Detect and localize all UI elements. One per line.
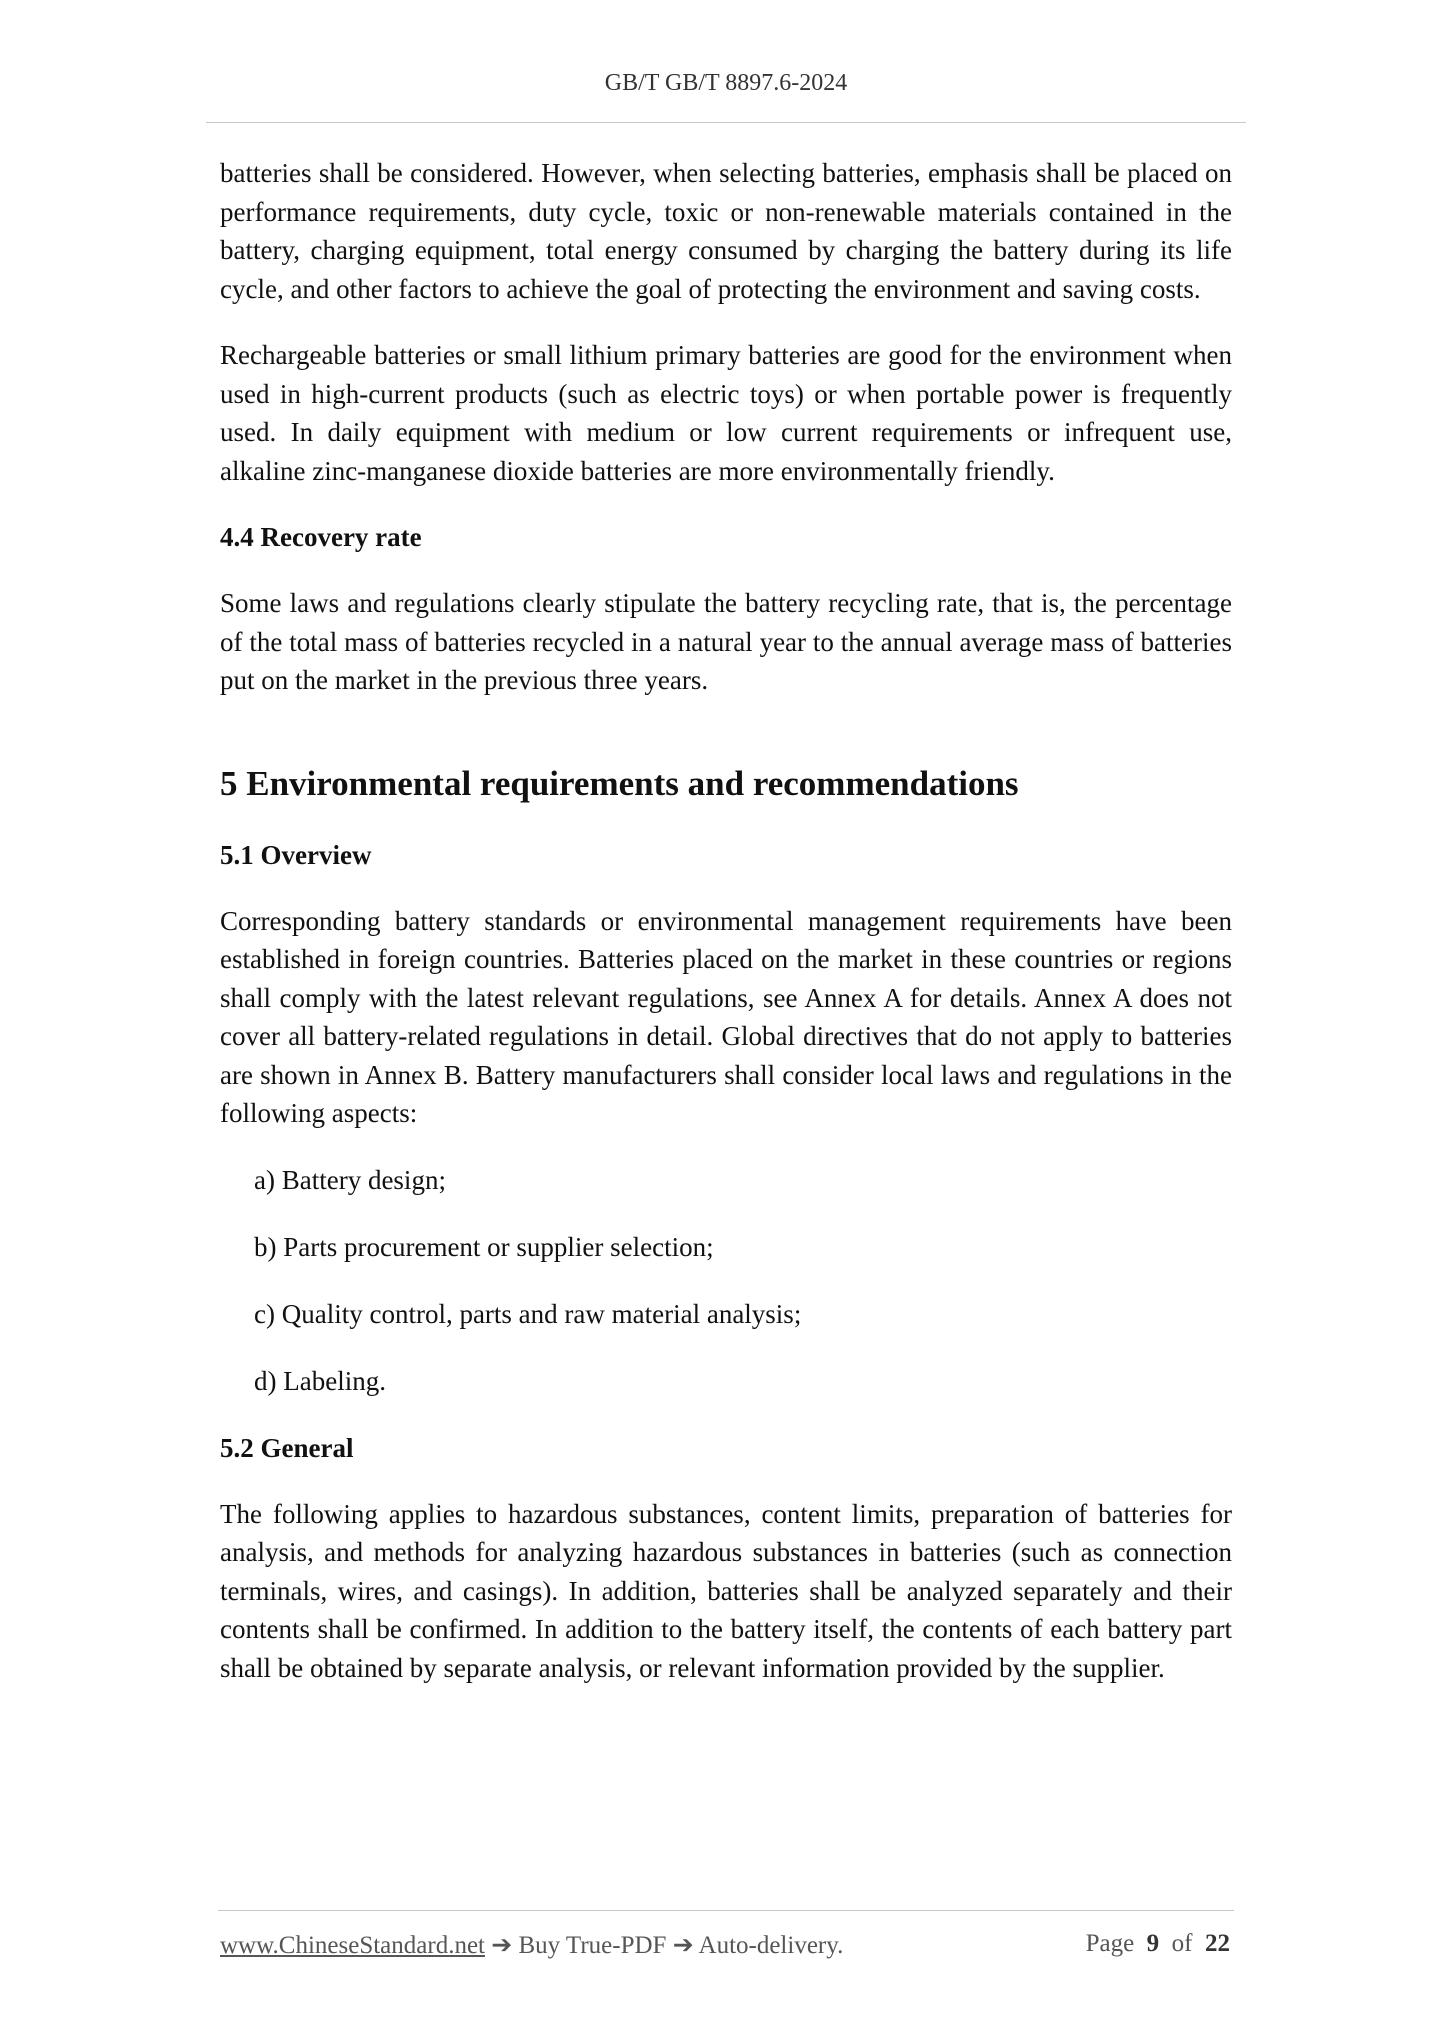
arrow-right-icon: ➔ (672, 1932, 694, 1959)
section-4-4-heading: 4.4 Recovery rate (220, 522, 422, 552)
intro-paragraph: batteries shall be considered. However, when selecting batteries, emphasis shall be placed on performance requirements, duty cycle, toxic or non-renewable materials contained in the battery, charging equipment, total energy consumed by charging the battery during its life cycle, and other factors to achieve the goal of protecting the environment and saving costs. (220, 158, 1232, 304)
footer-divider (218, 1910, 1234, 1911)
section-4-4-paragraph: Some laws and regulations clearly stipulate the battery recycling rate, that is, the percentage of the total mass of batteries recycled in a natural year to the annual average mass of batteries put on the market in the previous three years. (220, 588, 1232, 695)
list-item: c) Quality control, parts and raw material analysis; (254, 1298, 802, 1329)
website-link[interactable]: www.ChineseStandard.net (220, 1932, 485, 1959)
page-number (1086, 1930, 1230, 1958)
header-divider (206, 122, 1246, 123)
footer-promo (220, 1930, 843, 1960)
list-item: d) Labeling. (254, 1365, 386, 1396)
arrow-right-icon: ➔ (491, 1932, 513, 1959)
page-label: Page (1085, 1930, 1135, 1957)
aspects-list (220, 1161, 1232, 1400)
total-pages: 22 (1205, 1930, 1230, 1957)
buy-pdf-text: Buy True-PDF (518, 1932, 667, 1959)
document-body (220, 154, 1232, 1715)
section-5-1-heading: 5.1 Overview (220, 839, 372, 870)
delivery-text: Auto-delivery. (698, 1932, 844, 1959)
section-5-2-heading: 5.2 General (220, 1432, 354, 1463)
list-item: a) Battery design; (254, 1164, 446, 1195)
page-header: GB/T GB/T 8897.6-2024 (604, 70, 848, 96)
section-5-1-paragraph: Corresponding battery standards or environmental management requirements have been established in foreign countries. Batteries placed on the market in these countries or regions shall comply with the latest relevant regulations, see Annex A for details. Annex A does not cover all battery-related regulations in detail. Global directives that do not apply to batteries are shown in Annex B. Battery manufacturers shall consider local laws and regulations in the following aspects: (220, 905, 1232, 1128)
list-item: b) Parts procurement or supplier selection; (254, 1231, 714, 1262)
current-page: 9 (1146, 1930, 1160, 1957)
page-of-label: of (1171, 1930, 1193, 1957)
section-5-2-paragraph: The following applies to hazardous substances, content limits, preparation of batteries for analysis, and methods for analyzing hazardous substances in batteries (such as connection terminals, wires, and casings). In addition, batteries shall be analyzed separately and their contents shall be confirmed. In addition to the battery itself, the contents of each battery part shall be obtained by separate analysis, or relevant information provided by the supplier. (220, 1498, 1232, 1683)
rechargeable-paragraph: Rechargeable batteries or small lithium primary batteries are good for the environment when used in high-current products (such as electric toys) or when portable power is frequently used. In daily equipment with medium or low current requirements or infrequent use, alkaline zinc-manganese dioxide batteries are more environmentally friendly. (220, 340, 1232, 486)
section-5-heading: 5 Environmental requirements and recommendations (220, 763, 1019, 803)
